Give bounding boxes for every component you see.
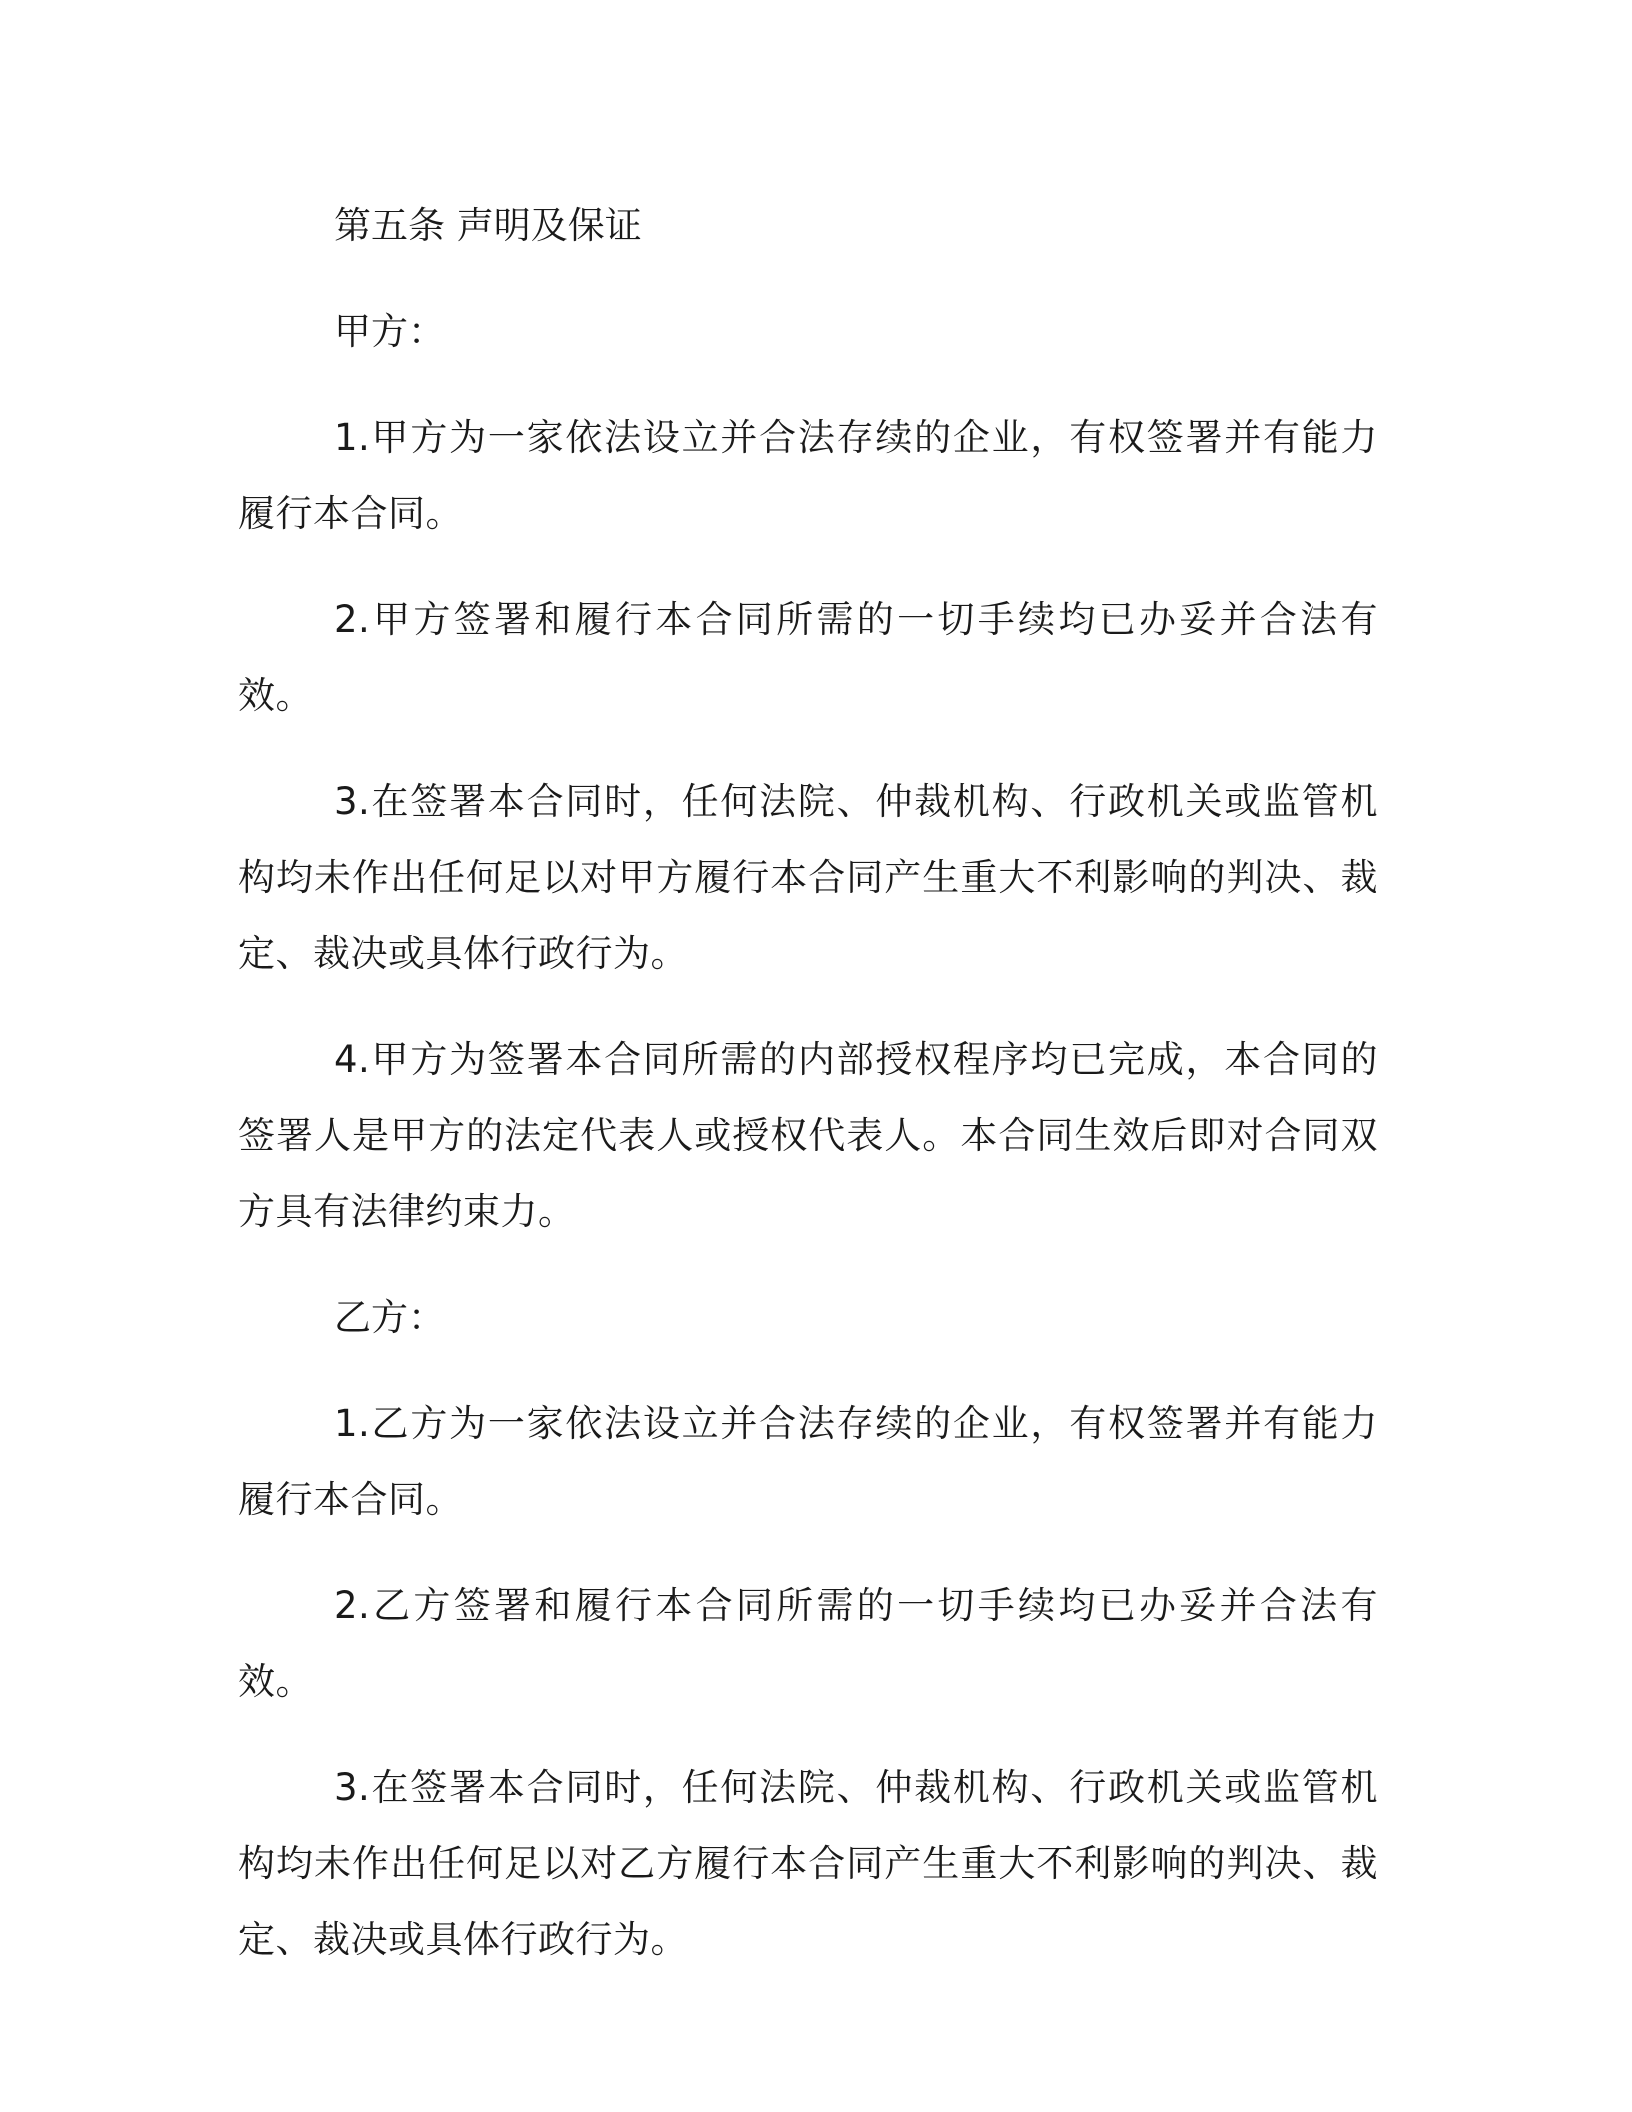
article-heading: 第五条 声明及保证 <box>334 204 642 247</box>
party-a-clause-4: 4.甲方为签署本合同所需的内部授权程序均已完成，本合同的签署人是甲方的法定代表人或授权代表人。本合同生效后即对合同双方具有法律约束力。 <box>238 1038 1378 1233</box>
party-a-clause-2: 2.甲方签署和履行本合同所需的一切手续均已办妥并合法有效。 <box>238 598 1378 717</box>
party-a-label: 甲方： <box>334 310 445 353</box>
party-a-clause-3: 3.在签署本合同时，任何法院、仲裁机构、行政机关或监管机构均未作出任何足以对甲方履行本合同产生重大不利影响的判决、裁定、裁决或具体行政行为。 <box>238 780 1378 975</box>
party-a-clause-1: 1.甲方为一家依法设立并合法存续的企业，有权签署并有能力履行本合同。 <box>238 416 1378 535</box>
party-b-clause-3: 3.在签署本合同时，任何法院、仲裁机构、行政机关或监管机构均未作出任何足以对乙方履行本合同产生重大不利影响的判决、裁定、裁决或具体行政行为。 <box>238 1766 1378 1961</box>
party-b-label: 乙方： <box>334 1296 445 1339</box>
party-b-clause-2: 2.乙方签署和履行本合同所需的一切手续均已办妥并合法有效。 <box>238 1584 1378 1703</box>
document-body <box>238 188 1378 2008</box>
party-b-clause-1: 1.乙方为一家依法设立并合法存续的企业，有权签署并有能力履行本合同。 <box>238 1402 1378 1521</box>
